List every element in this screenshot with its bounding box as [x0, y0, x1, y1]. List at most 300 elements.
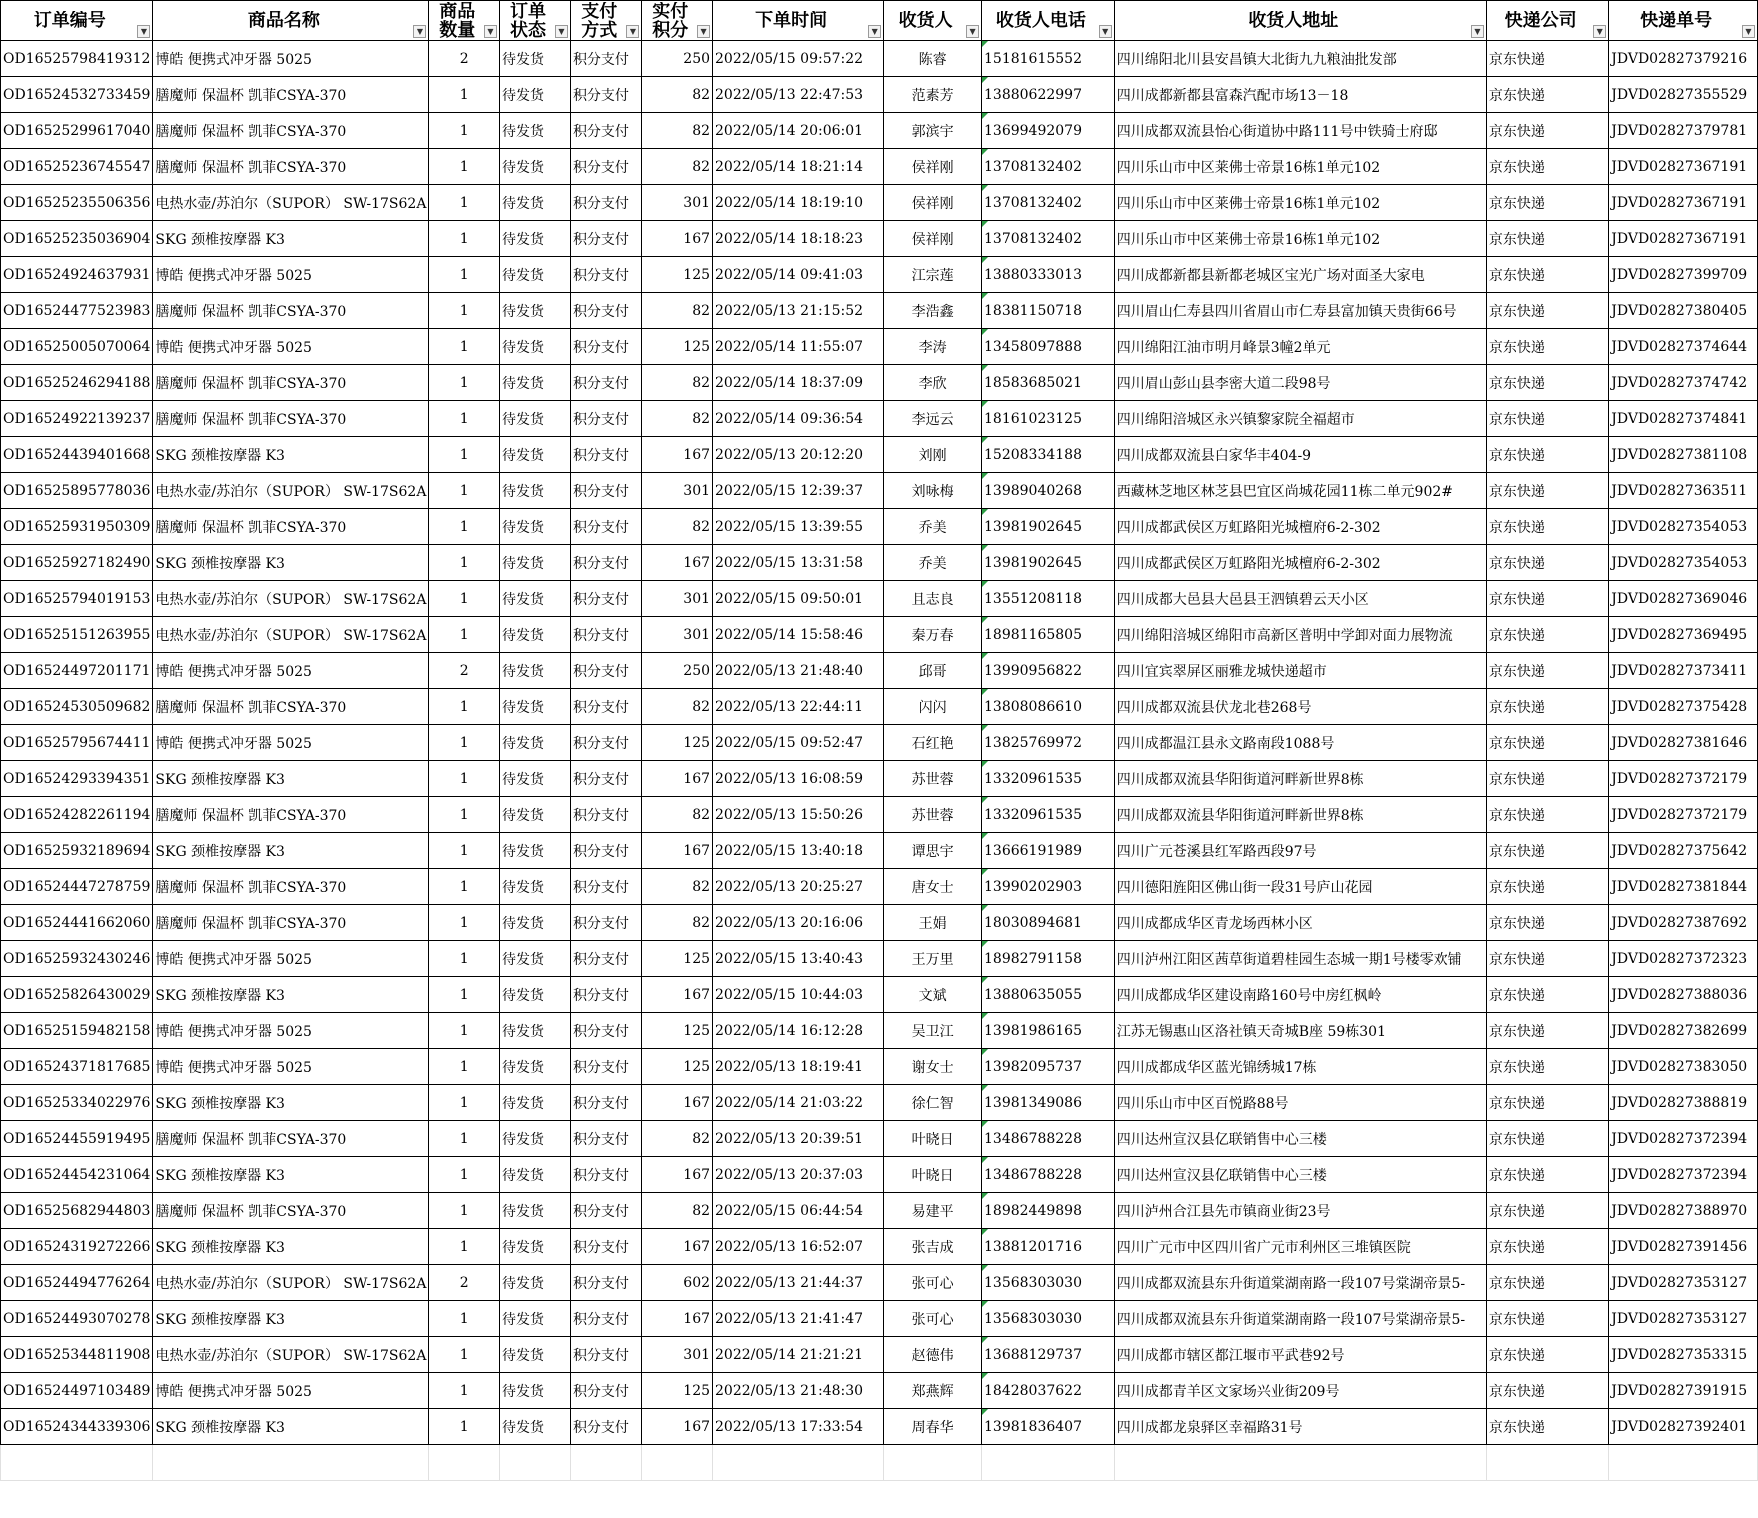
cell-recipient-address[interactable]: 四川成都双流县东升街道棠湖南路一段107号棠湖帝景5- — [1114, 1301, 1486, 1337]
cell-quantity[interactable]: 1 — [429, 833, 500, 869]
cell-tracking-number[interactable]: JDVD02827382699 — [1609, 1013, 1758, 1049]
empty-cell[interactable] — [1, 1445, 153, 1481]
cell-payment-method[interactable]: 积分支付 — [570, 1373, 642, 1409]
cell-order-status[interactable]: 待发货 — [499, 509, 570, 545]
cell-payment-method[interactable]: 积分支付 — [570, 149, 642, 185]
cell-order-id[interactable]: OD16524922139237 — [1, 401, 153, 437]
cell-courier[interactable]: 京东快递 — [1486, 437, 1608, 473]
cell-tracking-number[interactable]: JDVD02827363511 — [1609, 473, 1758, 509]
cell-recipient[interactable]: 陈睿 — [884, 41, 982, 77]
cell-order-time[interactable]: 2022/05/13 16:08:59 — [713, 761, 884, 797]
header-recipient[interactable]: 收货人 ▼ — [884, 1, 982, 41]
cell-order-status[interactable]: 待发货 — [499, 1157, 570, 1193]
cell-tracking-number[interactable]: JDVD02827392401 — [1609, 1409, 1758, 1445]
cell-order-id[interactable]: OD16524497103489 — [1, 1373, 153, 1409]
cell-recipient-phone[interactable]: 13880333013 — [982, 257, 1115, 293]
cell-courier[interactable]: 京东快递 — [1486, 797, 1608, 833]
cell-recipient-address[interactable]: 四川眉山仁寿县四川省眉山市仁寿县富加镇天贵街66号 — [1114, 293, 1486, 329]
cell-product-name[interactable]: 博皓 便携式冲牙器 5025 — [153, 1049, 429, 1085]
cell-product-name[interactable]: 博皓 便携式冲牙器 5025 — [153, 653, 429, 689]
cell-recipient-phone[interactable]: 18428037622 — [982, 1373, 1115, 1409]
cell-tracking-number[interactable]: JDVD02827379216 — [1609, 41, 1758, 77]
cell-recipient-phone[interactable]: 18583685021 — [982, 365, 1115, 401]
cell-recipient[interactable]: 江宗莲 — [884, 257, 982, 293]
cell-paid-points[interactable]: 301 — [642, 617, 713, 653]
cell-order-status[interactable]: 待发货 — [499, 1121, 570, 1157]
cell-recipient-phone[interactable]: 13825769972 — [982, 725, 1115, 761]
cell-recipient-address[interactable]: 四川乐山市中区莱佛士帝景16栋1单元102 — [1114, 221, 1486, 257]
cell-order-status[interactable]: 待发货 — [499, 329, 570, 365]
cell-paid-points[interactable]: 82 — [642, 689, 713, 725]
cell-courier[interactable]: 京东快递 — [1486, 833, 1608, 869]
cell-quantity[interactable]: 2 — [429, 1265, 500, 1301]
cell-order-status[interactable]: 待发货 — [499, 689, 570, 725]
cell-order-id[interactable]: OD16525927182490 — [1, 545, 153, 581]
empty-cell[interactable] — [1486, 1445, 1608, 1481]
cell-recipient[interactable]: 侯祥刚 — [884, 221, 982, 257]
cell-courier[interactable]: 京东快递 — [1486, 941, 1608, 977]
cell-order-time[interactable]: 2022/05/14 18:37:09 — [713, 365, 884, 401]
cell-tracking-number[interactable]: JDVD02827367191 — [1609, 185, 1758, 221]
cell-recipient[interactable]: 侯祥刚 — [884, 185, 982, 221]
cell-order-status[interactable]: 待发货 — [499, 41, 570, 77]
cell-recipient-phone[interactable]: 13981902645 — [982, 545, 1115, 581]
cell-recipient-phone[interactable]: 13981902645 — [982, 509, 1115, 545]
cell-paid-points[interactable]: 167 — [642, 545, 713, 581]
cell-order-status[interactable]: 待发货 — [499, 1049, 570, 1085]
cell-order-id[interactable]: OD16524924637931 — [1, 257, 153, 293]
cell-recipient-address[interactable]: 四川成都武侯区万虹路阳光城檀府6-2-302 — [1114, 545, 1486, 581]
cell-tracking-number[interactable]: JDVD02827381646 — [1609, 725, 1758, 761]
cell-recipient[interactable]: 石红艳 — [884, 725, 982, 761]
cell-quantity[interactable]: 1 — [429, 797, 500, 833]
cell-courier[interactable]: 京东快递 — [1486, 1337, 1608, 1373]
cell-payment-method[interactable]: 积分支付 — [570, 977, 642, 1013]
cell-paid-points[interactable]: 82 — [642, 797, 713, 833]
cell-tracking-number[interactable]: JDVD02827381108 — [1609, 437, 1758, 473]
cell-payment-method[interactable]: 积分支付 — [570, 869, 642, 905]
cell-recipient-phone[interactable]: 13708132402 — [982, 221, 1115, 257]
cell-recipient[interactable]: 吴卫江 — [884, 1013, 982, 1049]
cell-payment-method[interactable]: 积分支付 — [570, 941, 642, 977]
cell-tracking-number[interactable]: JDVD02827381844 — [1609, 869, 1758, 905]
cell-product-name[interactable]: 博皓 便携式冲牙器 5025 — [153, 41, 429, 77]
cell-courier[interactable]: 京东快递 — [1486, 653, 1608, 689]
cell-recipient-address[interactable]: 四川乐山市中区莱佛士帝景16栋1单元102 — [1114, 185, 1486, 221]
cell-payment-method[interactable]: 积分支付 — [570, 725, 642, 761]
cell-order-id[interactable]: OD16525932189694 — [1, 833, 153, 869]
cell-order-status[interactable]: 待发货 — [499, 1229, 570, 1265]
cell-tracking-number[interactable]: JDVD02827391915 — [1609, 1373, 1758, 1409]
cell-product-name[interactable]: 膳魔师 保温杯 凯菲CSYA-370 — [153, 689, 429, 725]
cell-order-status[interactable]: 待发货 — [499, 1013, 570, 1049]
cell-courier[interactable]: 京东快递 — [1486, 149, 1608, 185]
cell-order-time[interactable]: 2022/05/13 20:16:06 — [713, 905, 884, 941]
cell-order-id[interactable]: OD16524454231064 — [1, 1157, 153, 1193]
cell-recipient[interactable]: 范素芳 — [884, 77, 982, 113]
cell-product-name[interactable]: 膳魔师 保温杯 凯菲CSYA-370 — [153, 149, 429, 185]
cell-product-name[interactable]: SKG 颈椎按摩器 K3 — [153, 1085, 429, 1121]
cell-tracking-number[interactable]: JDVD02827372394 — [1609, 1121, 1758, 1157]
cell-order-id[interactable]: OD16525794019153 — [1, 581, 153, 617]
cell-recipient[interactable]: 侯祥刚 — [884, 149, 982, 185]
cell-product-name[interactable]: 博皓 便携式冲牙器 5025 — [153, 329, 429, 365]
cell-order-time[interactable]: 2022/05/13 22:47:53 — [713, 77, 884, 113]
cell-order-time[interactable]: 2022/05/13 16:52:07 — [713, 1229, 884, 1265]
cell-order-time[interactable]: 2022/05/15 13:40:43 — [713, 941, 884, 977]
cell-recipient-phone[interactable]: 13881201716 — [982, 1229, 1115, 1265]
cell-quantity[interactable]: 1 — [429, 509, 500, 545]
cell-quantity[interactable]: 1 — [429, 1229, 500, 1265]
cell-recipient-phone[interactable]: 13551208118 — [982, 581, 1115, 617]
cell-recipient-phone[interactable]: 13808086610 — [982, 689, 1115, 725]
cell-product-name[interactable]: SKG 颈椎按摩器 K3 — [153, 833, 429, 869]
cell-order-status[interactable]: 待发货 — [499, 113, 570, 149]
cell-order-time[interactable]: 2022/05/13 15:50:26 — [713, 797, 884, 833]
cell-tracking-number[interactable]: JDVD02827388819 — [1609, 1085, 1758, 1121]
cell-order-id[interactable]: OD16525895778036 — [1, 473, 153, 509]
cell-payment-method[interactable]: 积分支付 — [570, 617, 642, 653]
cell-product-name[interactable]: 电热水壶/苏泊尔（SUPOR） SW-17S62A — [153, 617, 429, 653]
cell-order-status[interactable]: 待发货 — [499, 401, 570, 437]
cell-courier[interactable]: 京东快递 — [1486, 869, 1608, 905]
cell-payment-method[interactable]: 积分支付 — [570, 761, 642, 797]
cell-product-name[interactable]: SKG 颈椎按摩器 K3 — [153, 1409, 429, 1445]
dropdown-filter-icon[interactable]: ▼ — [868, 25, 881, 38]
cell-paid-points[interactable]: 602 — [642, 1265, 713, 1301]
cell-courier[interactable]: 京东快递 — [1486, 509, 1608, 545]
cell-paid-points[interactable]: 82 — [642, 1121, 713, 1157]
cell-quantity[interactable]: 1 — [429, 761, 500, 797]
cell-recipient[interactable]: 张吉成 — [884, 1229, 982, 1265]
cell-quantity[interactable]: 1 — [429, 1121, 500, 1157]
cell-recipient[interactable]: 王万里 — [884, 941, 982, 977]
cell-quantity[interactable]: 1 — [429, 185, 500, 221]
cell-courier[interactable]: 京东快递 — [1486, 689, 1608, 725]
cell-payment-method[interactable]: 积分支付 — [570, 833, 642, 869]
cell-recipient-address[interactable]: 四川宜宾翠屏区丽雅龙城快递超市 — [1114, 653, 1486, 689]
cell-recipient-address[interactable]: 四川成都新都县富森汽配市场13－18 — [1114, 77, 1486, 113]
cell-payment-method[interactable]: 积分支付 — [570, 185, 642, 221]
cell-tracking-number[interactable]: JDVD02827373411 — [1609, 653, 1758, 689]
cell-paid-points[interactable]: 301 — [642, 473, 713, 509]
cell-recipient-address[interactable]: 四川乐山市中区莱佛士帝景16栋1单元102 — [1114, 149, 1486, 185]
cell-order-status[interactable]: 待发货 — [499, 185, 570, 221]
cell-order-status[interactable]: 待发货 — [499, 545, 570, 581]
cell-recipient-address[interactable]: 四川成都双流县东升街道棠湖南路一段107号棠湖帝景5- — [1114, 1265, 1486, 1301]
cell-paid-points[interactable]: 82 — [642, 293, 713, 329]
cell-payment-method[interactable]: 积分支付 — [570, 545, 642, 581]
cell-paid-points[interactable]: 125 — [642, 1013, 713, 1049]
dropdown-filter-icon[interactable]: ▼ — [1593, 25, 1606, 38]
cell-order-status[interactable]: 待发货 — [499, 1265, 570, 1301]
cell-tracking-number[interactable]: JDVD02827383050 — [1609, 1049, 1758, 1085]
cell-order-id[interactable]: OD16525798419312 — [1, 41, 153, 77]
header-recipient-address[interactable]: 收货人地址 ▼ — [1114, 1, 1486, 41]
cell-payment-method[interactable]: 积分支付 — [570, 1229, 642, 1265]
cell-recipient-phone[interactable]: 13486788228 — [982, 1121, 1115, 1157]
cell-quantity[interactable]: 1 — [429, 1193, 500, 1229]
cell-order-status[interactable]: 待发货 — [499, 833, 570, 869]
cell-recipient-address[interactable]: 四川眉山彭山县李密大道二段98号 — [1114, 365, 1486, 401]
cell-recipient[interactable]: 周春华 — [884, 1409, 982, 1445]
cell-order-id[interactable]: OD16525236745547 — [1, 149, 153, 185]
cell-quantity[interactable]: 1 — [429, 1157, 500, 1193]
cell-recipient[interactable]: 谢女士 — [884, 1049, 982, 1085]
cell-tracking-number[interactable]: JDVD02827391456 — [1609, 1229, 1758, 1265]
cell-courier[interactable]: 京东快递 — [1486, 761, 1608, 797]
cell-recipient[interactable]: 乔美 — [884, 509, 982, 545]
cell-paid-points[interactable]: 301 — [642, 581, 713, 617]
cell-recipient[interactable]: 苏世蓉 — [884, 761, 982, 797]
empty-cell[interactable] — [884, 1445, 982, 1481]
cell-tracking-number[interactable]: JDVD02827388970 — [1609, 1193, 1758, 1229]
cell-tracking-number[interactable]: JDVD02827375428 — [1609, 689, 1758, 725]
cell-recipient-phone[interactable]: 13458097888 — [982, 329, 1115, 365]
cell-courier[interactable]: 京东快递 — [1486, 257, 1608, 293]
cell-order-time[interactable]: 2022/05/13 22:44:11 — [713, 689, 884, 725]
cell-tracking-number[interactable]: JDVD02827367191 — [1609, 149, 1758, 185]
cell-paid-points[interactable]: 82 — [642, 77, 713, 113]
cell-paid-points[interactable]: 125 — [642, 1373, 713, 1409]
cell-product-name[interactable]: 博皓 便携式冲牙器 5025 — [153, 257, 429, 293]
cell-product-name[interactable]: 膳魔师 保温杯 凯菲CSYA-370 — [153, 293, 429, 329]
cell-order-status[interactable]: 待发货 — [499, 869, 570, 905]
cell-courier[interactable]: 京东快递 — [1486, 1013, 1608, 1049]
cell-courier[interactable]: 京东快递 — [1486, 293, 1608, 329]
cell-product-name[interactable]: SKG 颈椎按摩器 K3 — [153, 545, 429, 581]
cell-order-status[interactable]: 待发货 — [499, 1373, 570, 1409]
cell-recipient-phone[interactable]: 13981349086 — [982, 1085, 1115, 1121]
cell-order-id[interactable]: OD16524447278759 — [1, 869, 153, 905]
cell-recipient-phone[interactable]: 13989040268 — [982, 473, 1115, 509]
dropdown-filter-icon[interactable]: ▼ — [1099, 25, 1112, 38]
cell-order-id[interactable]: OD16524530509682 — [1, 689, 153, 725]
cell-recipient[interactable]: 赵德伟 — [884, 1337, 982, 1373]
cell-order-id[interactable]: OD16525246294188 — [1, 365, 153, 401]
cell-payment-method[interactable]: 积分支付 — [570, 1085, 642, 1121]
cell-product-name[interactable]: 膳魔师 保温杯 凯菲CSYA-370 — [153, 401, 429, 437]
cell-courier[interactable]: 京东快递 — [1486, 977, 1608, 1013]
cell-recipient[interactable]: 刘刚 — [884, 437, 982, 473]
dropdown-filter-icon[interactable]: ▼ — [697, 25, 710, 38]
cell-payment-method[interactable]: 积分支付 — [570, 1049, 642, 1085]
cell-order-time[interactable]: 2022/05/13 21:41:47 — [713, 1301, 884, 1337]
cell-order-id[interactable]: OD16525682944803 — [1, 1193, 153, 1229]
cell-product-name[interactable]: SKG 颈椎按摩器 K3 — [153, 761, 429, 797]
cell-payment-method[interactable]: 积分支付 — [570, 1301, 642, 1337]
cell-product-name[interactable]: 电热水壶/苏泊尔（SUPOR） SW-17S62A — [153, 473, 429, 509]
cell-recipient[interactable]: 唐女士 — [884, 869, 982, 905]
cell-order-status[interactable]: 待发货 — [499, 617, 570, 653]
cell-tracking-number[interactable]: JDVD02827353315 — [1609, 1337, 1758, 1373]
cell-recipient-address[interactable]: 四川成都双流县怡心街道协中路111号中铁骑士府邸 — [1114, 113, 1486, 149]
cell-order-id[interactable]: OD16525344811908 — [1, 1337, 153, 1373]
cell-courier[interactable]: 京东快递 — [1486, 401, 1608, 437]
cell-quantity[interactable]: 1 — [429, 365, 500, 401]
cell-recipient-address[interactable]: 四川广元苍溪县红军路西段97号 — [1114, 833, 1486, 869]
cell-courier[interactable]: 京东快递 — [1486, 725, 1608, 761]
cell-payment-method[interactable]: 积分支付 — [570, 437, 642, 473]
cell-paid-points[interactable]: 167 — [642, 221, 713, 257]
cell-product-name[interactable]: 博皓 便携式冲牙器 5025 — [153, 1013, 429, 1049]
cell-recipient-address[interactable]: 江苏无锡惠山区洛社镇天奇城B座 59栋301 — [1114, 1013, 1486, 1049]
cell-order-id[interactable]: OD16525826430029 — [1, 977, 153, 1013]
cell-recipient-phone[interactable]: 13320961535 — [982, 797, 1115, 833]
cell-product-name[interactable]: 博皓 便携式冲牙器 5025 — [153, 941, 429, 977]
cell-payment-method[interactable]: 积分支付 — [570, 41, 642, 77]
cell-order-time[interactable]: 2022/05/13 18:19:41 — [713, 1049, 884, 1085]
cell-quantity[interactable]: 1 — [429, 1409, 500, 1445]
cell-order-time[interactable]: 2022/05/13 20:37:03 — [713, 1157, 884, 1193]
cell-recipient[interactable]: 张可心 — [884, 1301, 982, 1337]
cell-recipient[interactable]: 闪闪 — [884, 689, 982, 725]
cell-tracking-number[interactable]: JDVD02827372323 — [1609, 941, 1758, 977]
cell-paid-points[interactable]: 82 — [642, 149, 713, 185]
cell-recipient-address[interactable]: 四川德阳旌阳区佛山街一段31号庐山花园 — [1114, 869, 1486, 905]
cell-product-name[interactable]: SKG 颈椎按摩器 K3 — [153, 977, 429, 1013]
cell-recipient-phone[interactable]: 13568303030 — [982, 1301, 1115, 1337]
cell-payment-method[interactable]: 积分支付 — [570, 1409, 642, 1445]
cell-recipient-address[interactable]: 四川成都大邑县大邑县王泗镇碧云天小区 — [1114, 581, 1486, 617]
cell-order-status[interactable]: 待发货 — [499, 365, 570, 401]
cell-order-id[interactable]: OD16524344339306 — [1, 1409, 153, 1445]
cell-product-name[interactable]: 电热水壶/苏泊尔（SUPOR） SW-17S62A — [153, 185, 429, 221]
cell-quantity[interactable]: 1 — [429, 473, 500, 509]
cell-quantity[interactable]: 1 — [429, 113, 500, 149]
cell-order-id[interactable]: OD16525159482158 — [1, 1013, 153, 1049]
cell-payment-method[interactable]: 积分支付 — [570, 509, 642, 545]
cell-paid-points[interactable]: 167 — [642, 1301, 713, 1337]
cell-recipient[interactable]: 李远云 — [884, 401, 982, 437]
cell-order-id[interactable]: OD16525151263955 — [1, 617, 153, 653]
cell-order-time[interactable]: 2022/05/13 20:39:51 — [713, 1121, 884, 1157]
cell-paid-points[interactable]: 125 — [642, 725, 713, 761]
empty-cell[interactable] — [713, 1445, 884, 1481]
cell-order-time[interactable]: 2022/05/13 21:48:40 — [713, 653, 884, 689]
cell-recipient-address[interactable]: 四川广元市中区四川省广元市利州区三堆镇医院 — [1114, 1229, 1486, 1265]
cell-order-time[interactable]: 2022/05/15 12:39:37 — [713, 473, 884, 509]
cell-quantity[interactable]: 1 — [429, 1301, 500, 1337]
cell-paid-points[interactable]: 250 — [642, 41, 713, 77]
cell-order-id[interactable]: OD16525005070064 — [1, 329, 153, 365]
cell-order-status[interactable]: 待发货 — [499, 1337, 570, 1373]
cell-order-time[interactable]: 2022/05/15 06:44:54 — [713, 1193, 884, 1229]
cell-paid-points[interactable]: 167 — [642, 1157, 713, 1193]
cell-tracking-number[interactable]: JDVD02827367191 — [1609, 221, 1758, 257]
cell-courier[interactable]: 京东快递 — [1486, 1301, 1608, 1337]
cell-tracking-number[interactable]: JDVD02827387692 — [1609, 905, 1758, 941]
cell-tracking-number[interactable]: JDVD02827388036 — [1609, 977, 1758, 1013]
cell-order-status[interactable]: 待发货 — [499, 761, 570, 797]
cell-order-time[interactable]: 2022/05/13 20:12:20 — [713, 437, 884, 473]
cell-product-name[interactable]: SKG 颈椎按摩器 K3 — [153, 437, 429, 473]
cell-tracking-number[interactable]: JDVD02827399709 — [1609, 257, 1758, 293]
cell-recipient-phone[interactable]: 13486788228 — [982, 1157, 1115, 1193]
cell-paid-points[interactable]: 167 — [642, 833, 713, 869]
cell-courier[interactable]: 京东快递 — [1486, 329, 1608, 365]
cell-order-time[interactable]: 2022/05/14 16:12:28 — [713, 1013, 884, 1049]
cell-order-id[interactable]: OD16524439401668 — [1, 437, 153, 473]
cell-order-status[interactable]: 待发货 — [499, 941, 570, 977]
cell-paid-points[interactable]: 82 — [642, 509, 713, 545]
cell-order-status[interactable]: 待发货 — [499, 905, 570, 941]
cell-quantity[interactable]: 1 — [429, 977, 500, 1013]
cell-recipient-address[interactable]: 四川成都成华区建设南路160号中房红枫岭 — [1114, 977, 1486, 1013]
cell-tracking-number[interactable]: JDVD02827372179 — [1609, 761, 1758, 797]
cell-quantity[interactable]: 1 — [429, 617, 500, 653]
cell-order-status[interactable]: 待发货 — [499, 293, 570, 329]
cell-payment-method[interactable]: 积分支付 — [570, 365, 642, 401]
cell-payment-method[interactable]: 积分支付 — [570, 401, 642, 437]
cell-tracking-number[interactable]: JDVD02827353127 — [1609, 1265, 1758, 1301]
cell-tracking-number[interactable]: JDVD02827374841 — [1609, 401, 1758, 437]
cell-recipient[interactable]: 张可心 — [884, 1265, 982, 1301]
cell-quantity[interactable]: 1 — [429, 1337, 500, 1373]
cell-recipient[interactable]: 乔美 — [884, 545, 982, 581]
cell-order-time[interactable]: 2022/05/14 15:58:46 — [713, 617, 884, 653]
cell-order-time[interactable]: 2022/05/15 10:44:03 — [713, 977, 884, 1013]
cell-order-id[interactable]: OD16524455919495 — [1, 1121, 153, 1157]
cell-recipient-address[interactable]: 四川成都温江县永文路南段1088号 — [1114, 725, 1486, 761]
cell-recipient-address[interactable]: 四川泸州江阳区茜草街道碧桂园生态城一期1号楼零欢铺 — [1114, 941, 1486, 977]
cell-quantity[interactable]: 1 — [429, 329, 500, 365]
cell-order-id[interactable]: OD16524477523983 — [1, 293, 153, 329]
cell-recipient[interactable]: 李欣 — [884, 365, 982, 401]
cell-courier[interactable]: 京东快递 — [1486, 41, 1608, 77]
cell-recipient[interactable]: 徐仁智 — [884, 1085, 982, 1121]
cell-courier[interactable]: 京东快递 — [1486, 1229, 1608, 1265]
cell-product-name[interactable]: 膳魔师 保温杯 凯菲CSYA-370 — [153, 797, 429, 833]
cell-product-name[interactable]: SKG 颈椎按摩器 K3 — [153, 1229, 429, 1265]
cell-payment-method[interactable]: 积分支付 — [570, 329, 642, 365]
cell-tracking-number[interactable]: JDVD02827380405 — [1609, 293, 1758, 329]
cell-payment-method[interactable]: 积分支付 — [570, 581, 642, 617]
cell-recipient-address[interactable]: 四川成都双流县伏龙北巷268号 — [1114, 689, 1486, 725]
empty-cell[interactable] — [429, 1445, 500, 1481]
cell-recipient-phone[interactable]: 15181615552 — [982, 41, 1115, 77]
cell-recipient[interactable]: 叶晓日 — [884, 1121, 982, 1157]
cell-recipient[interactable]: 易建平 — [884, 1193, 982, 1229]
cell-paid-points[interactable]: 167 — [642, 1409, 713, 1445]
cell-recipient-phone[interactable]: 13981986165 — [982, 1013, 1115, 1049]
cell-order-status[interactable]: 待发货 — [499, 77, 570, 113]
cell-recipient-address[interactable]: 四川成都龙泉驿区幸福路31号 — [1114, 1409, 1486, 1445]
cell-order-time[interactable]: 2022/05/13 20:25:27 — [713, 869, 884, 905]
cell-courier[interactable]: 京东快递 — [1486, 1157, 1608, 1193]
cell-courier[interactable]: 京东快递 — [1486, 77, 1608, 113]
cell-quantity[interactable]: 1 — [429, 1013, 500, 1049]
cell-recipient-phone[interactable]: 15208334188 — [982, 437, 1115, 473]
cell-tracking-number[interactable]: JDVD02827354053 — [1609, 545, 1758, 581]
cell-order-id[interactable]: OD16524497201171 — [1, 653, 153, 689]
cell-quantity[interactable]: 1 — [429, 581, 500, 617]
cell-quantity[interactable]: 1 — [429, 869, 500, 905]
cell-courier[interactable]: 京东快递 — [1486, 545, 1608, 581]
cell-recipient-address[interactable]: 四川成都成华区蓝光锦绣城17栋 — [1114, 1049, 1486, 1085]
cell-payment-method[interactable]: 积分支付 — [570, 1265, 642, 1301]
cell-order-time[interactable]: 2022/05/15 09:57:22 — [713, 41, 884, 77]
cell-recipient[interactable]: 邱哥 — [884, 653, 982, 689]
cell-recipient[interactable]: 李涛 — [884, 329, 982, 365]
cell-recipient-address[interactable]: 西藏林芝地区林芝县巴宜区尚城花园11栋二单元902# — [1114, 473, 1486, 509]
cell-recipient[interactable]: 刘咏梅 — [884, 473, 982, 509]
cell-recipient-phone[interactable]: 13880635055 — [982, 977, 1115, 1013]
cell-recipient[interactable]: 且志良 — [884, 581, 982, 617]
cell-order-status[interactable]: 待发货 — [499, 149, 570, 185]
cell-courier[interactable]: 京东快递 — [1486, 473, 1608, 509]
cell-paid-points[interactable]: 167 — [642, 1085, 713, 1121]
